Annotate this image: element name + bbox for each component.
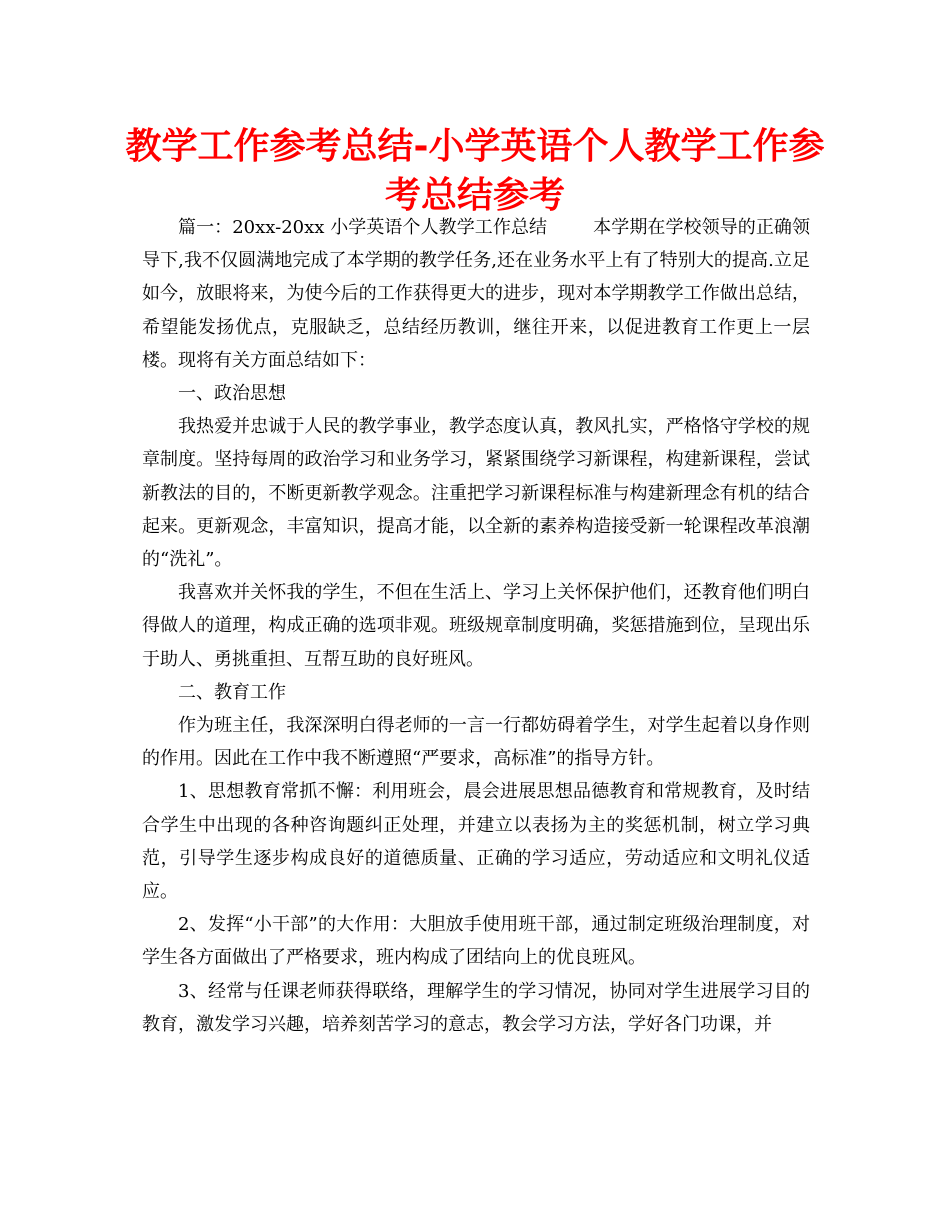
document-body (142, 211, 810, 1041)
section-heading-education: 二、教育工作 (178, 681, 286, 703)
document-title: 教学工作参考总结-小学英语个人教学工作参考总结参考 (125, 126, 825, 216)
list-item-3: 3、经常与任课老师获得联络，理解学生的学习情况，协同对学生进展学习目的教育，激发学习兴趣，培养刻苦学习的意志，教会学习方法，学好各门功课，并 (142, 980, 810, 1035)
paragraph-education-1: 作为班主任，我深深明白得老师的一言一行都妨碍着学生，对学生起着以身作则的作用。因此在工作中我不断遵照“严要求，高标准”的指导方针。 (142, 715, 810, 770)
intro-heading: 篇一：20xx-20xx 小学英语个人教学工作总结 (178, 217, 548, 238)
section-heading-politics: 一、政治思想 (178, 383, 286, 405)
paragraph-politics-1: 我热爱并忠诚于人民的教学事业，教学态度认真，教风扎实，严格恪守学校的规章制度。坚持每周的政治学习和业务学习，紧紧围绕学习新课程，构建新课程，尝试新教法的目的，不断更新教学观念。注重把学习新课程标准与构建新理念有机的结合起来。更新观念，丰富知识，提高才能，以全新的素养构造接受新一轮课程改革浪潮的“洗礼”。 (142, 416, 810, 571)
list-item-1: 1、思想教育常抓不懈：利用班会，晨会进展思想品德教育和常规教育，及时结合学生中出现的各种咨询题纠正处理，并建立以表扬为主的奖惩机制，树立学习典范，引导学生逐步构成良好的道德质量、正确的学习适应，劳动适应和文明礼仪适应。 (142, 781, 810, 903)
paragraph-politics-2: 我喜欢并关怀我的学生，不但在生活上、学习上关怀保护他们，还教育他们明白得做人的道理，构成正确的选项非观。班级规章制度明确，奖惩措施到位，呈现出乐于助人、勇挑重担、互帮互助的良好班风。 (142, 582, 810, 670)
intro-paragraph (142, 211, 810, 377)
intro-text: 本学期在学校领导的正确领导下,我不仅圆满地完成了本学期的教学任务,还在业务水平上有了特别大的提高.立足如今，放眼将来，为使今后的工作获得更大的进步，现对本学期教学工作做出总结，希望能发扬优点，克服缺乏，总结经历教训，继往开来，以促进教育工作更上一层楼。现将有关方面总结如下： (142, 217, 811, 371)
list-item-2: 2、发挥“小干部”的大作用：大胆放手使用班干部，通过制定班级治理制度，对学生各方面做出了严格要求，班内构成了团结向上的优良班风。 (142, 914, 810, 969)
